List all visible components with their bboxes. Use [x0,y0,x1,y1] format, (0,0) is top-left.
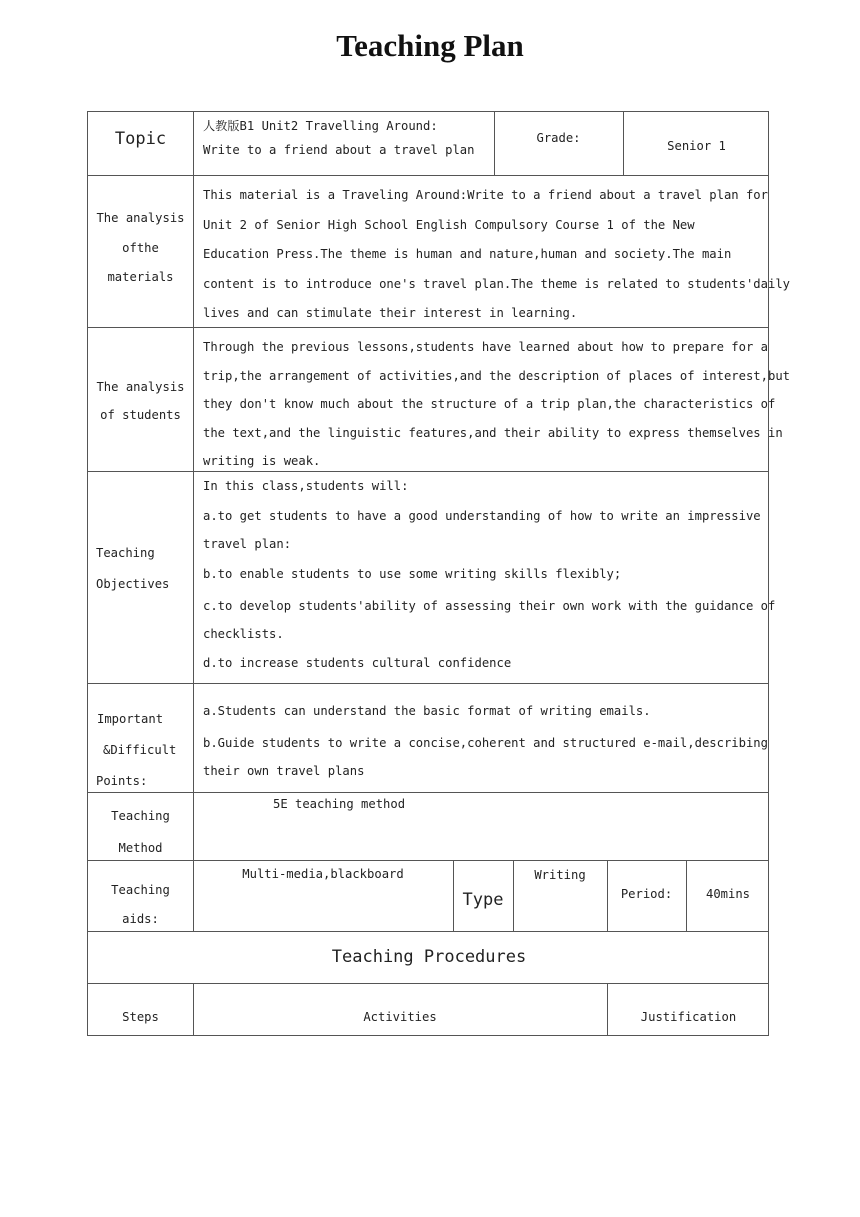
col-activities: Activities [363,1010,437,1024]
col-steps: Steps [122,1010,159,1024]
method-label: Teaching Method [111,809,170,855]
teaching-plan-table [87,111,790,1036]
aids-label: Teaching aids: [111,883,170,926]
points-label: Important &Difficult Points: [96,712,177,788]
procedures-heading: Teaching Procedures [331,947,527,967]
method-value: 5E teaching method [273,797,406,811]
row-divider [88,175,768,176]
row-divider [88,983,768,984]
type-label: Type [462,890,504,910]
objectives-text: In this class,students will: a.to get students to have a good understanding of how to write an impressive travel plan: b.to enable students to use some writing skills flexibly; c.to develop students'ability of assessing their own work with the guidance of checklists. d.to increase students cultural confidence [203,479,776,670]
topic-label: Topic [114,129,167,149]
col-justification: Justification [640,1010,737,1024]
objectives-label: Teaching Objectives [96,546,170,591]
grade-label: Grade: [536,131,581,145]
students-label: The analysis of students [96,380,185,422]
page-title: Teaching Plan [336,28,524,63]
column-divider [193,112,194,931]
grade-value: Senior 1 [667,139,726,153]
row-divider [88,683,768,684]
topic-value: 人教版B1 Unit2 Travelling Around: Write to a friend about a travel plan [203,119,475,157]
students-text: Through the previous lessons,students have learned about how to prepare for a trip,the arrangement of activities,and the description of places of interest,but they don't know much about the structure of a trip plan,the characteristics of the text,and the linguistic features,and their ability to express themselves in writing is weak. [203,340,790,469]
period-value: 40mins [705,887,751,901]
points-text: a.Students can understand the basic format of writing emails. b.Guide students to write a concise,coherent and structured e-mail,describing their own travel plans [203,704,768,778]
materials-text: This material is a Traveling Around:Write to a friend about a travel plan for Unit 2 of Senior High School English Compulsory Course 1 of the New Education Press.The theme is human and nature,human and society.The main content is to introduce one's travel plan.The theme is related to students'daily lives and can stimulate their interest in learning. [203,188,790,321]
type-value: Writing [534,868,586,882]
aids-value: Multi-media,blackboard [242,867,404,881]
materials-label: The analysis ofthe materials [96,211,185,284]
period-label: Period: [620,887,673,901]
